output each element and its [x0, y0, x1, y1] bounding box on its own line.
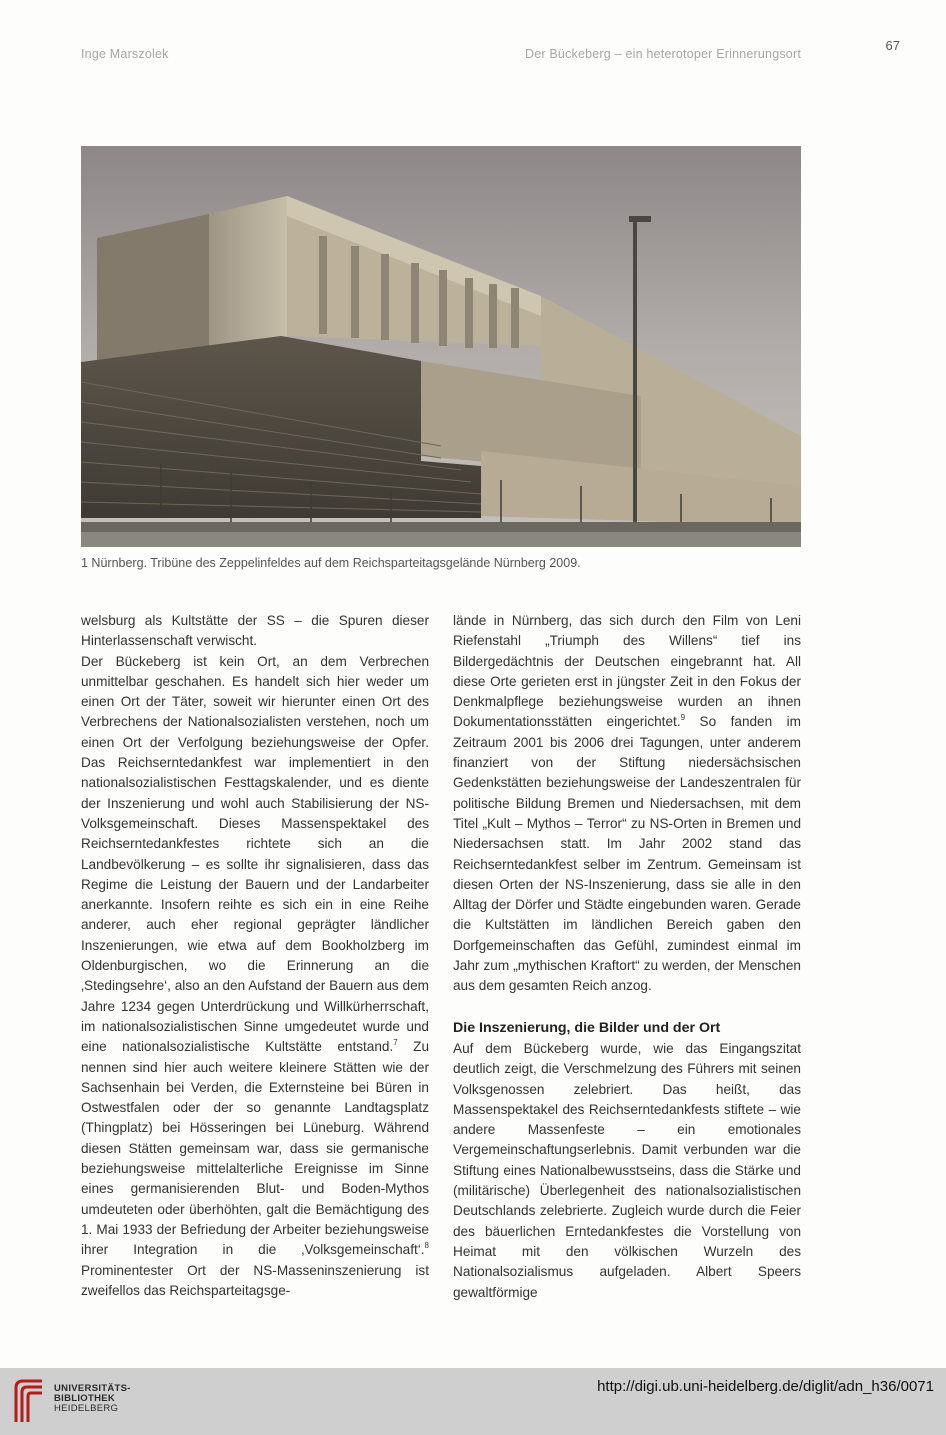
- footnote-ref[interactable]: 8: [424, 1241, 429, 1251]
- viewer-footer-bar: [0, 1368, 946, 1435]
- figure-caption: 1 Nürnberg. Tribüne des Zeppelinfeldes auf dem Reichsparteitagsgelände Nürnberg 2009.: [81, 556, 581, 570]
- paragraph: [453, 611, 801, 997]
- library-logo-icon[interactable]: [12, 1378, 46, 1424]
- page-number: 67: [885, 38, 900, 53]
- text-column-right: [453, 611, 801, 1303]
- library-logo-text[interactable]: [54, 1384, 131, 1414]
- paragraph: welsburg als Kultstätte der SS – die Spuren dieser Hinterlassenschaft verwischt.: [81, 613, 429, 649]
- paragraph-text: lände in Nürnberg, das sich durch den Film von Leni Riefenstahl „Triumph des Willens“ tief ins Bildergedächtnis der Deutschen eingebrannt hat. All diese Orte gerieten erst in jüngster Zeit in den Fokus der Denkmalpflege beziehungsweise wurden an ihnen Dokumentationsstätten eingerichtet.: [453, 613, 801, 730]
- figure-photo-zeppelinfeld-tribune: [81, 146, 801, 547]
- running-header-author: Inge Marszolek: [81, 47, 169, 61]
- paragraph: [81, 652, 429, 1302]
- text-column-left: [81, 611, 429, 1301]
- paragraph-text: Der Bückeberg ist kein Ort, an dem Verbrechen unmittelbar geschahen. Es handelt sich hier weder um einen Ort der Täter, soweit wir hierunter einen Ort des Verbrechens der Nationalsozialisten verstehen, noch um einen Ort der Verfolgung beziehungsweise der Opfer. Das Reichserntedankfest war implementiert in den nationalsozialistischen Festtagskalender, und es diente der Inszenierung und wohl auch Stabilisierung der NS-Volksgemeinschaft. Dieses Massenspektakel des Reichserntedankfestes richtete sich an die Landbevölkerung – es sollte ihr signalisieren, dass das Regime die Leistung der Bauern und der Landarbeiter anerkannte. Insofern reihte es sich ein in eine Reihe anderer, auch eher regional geprägter ländlicher Inszenierungen, wie etwa auf dem Bookholzberg im Oldenburgischen, wo die Erinnerung an die ‚Stedingsehre‘, also an den Aufstand der Bauern aus dem Jahre 1234 gegen Unterdrückung und Willkürherrschaft, im nationalsozialistischen Sinne umgedeutet wurde und eine nationalsozialistische Kultstätte entstand.: [81, 653, 429, 1055]
- footnote-ref[interactable]: 9: [680, 713, 686, 723]
- footnote-ref[interactable]: 7: [393, 1038, 398, 1048]
- logo-line: BIBLIOTHEK: [54, 1393, 116, 1404]
- paragraph: Auf dem Bückeberg wurde, wie das Eingangszitat deutlich zeigt, die Verschmelzung des Führers mit seinen Volksgenossen zelebriert. Das heißt, das Massenspektakel des Reichserntedankfests stiftete – wie andere Massenfeste – ein emotionales Vergemeinschaftungserlebnis. Damit verbunden war die Stiftung eines Nationalbewusstseins, dass die Stärke und (militärische) Überlegenheit des nationalsozialistischen Deutschlands zelebrierte. Zugleich wurde durch die Feier des bäuerlichen Erntedankfestes die Vorstellung von Heimat mit den völkischen Wurzeln des Nationalsozialismus aufgeladen. Albert Speers gewaltförmige: [453, 1040, 801, 1300]
- running-header-title: Der Bückeberg – ein heterotoper Erinnerungsort: [524, 47, 801, 61]
- paragraph-text: Zu nennen sind hier auch weitere kleinere Stätten wie der Sachsenhain bei Verden, die Externsteine bei Büren in Ostwestfalen oder der so genannte Landtagsplatz (Thingplatz) bei Hösseringen bei Lüneburg. Während diesen Stätten gemeinsam war, dass sie germanische beziehungsweise mittelalterliche Ereignisse im Sinne eines germanisierenden Blut- und Boden-Mythos umdeuteten oder überhöhten, galt die Bemächtigung des 1. Mai 1933 der Befriedung der Arbeiter beziehungsweise ihrer Integration in die ‚Volksgemeinschaft‘.: [81, 1039, 429, 1258]
- logo-line: UNIVERSITÄTS-: [54, 1383, 131, 1394]
- paragraph-text: Prominentester Ort der NS-Masseninszenierung ist zweifellos das Reichsparteitagsge-: [81, 1262, 429, 1298]
- section-heading: Die Inszenierung, die Bilder und der Ort: [453, 1019, 721, 1036]
- paragraph-text: So fanden im Zeitraum 2001 bis 2006 drei Tagungen, unter anderem finanziert von der Stiftung niedersächsischen Gedenkstätten beziehungsweise der Landeszentralen für politische Bildung Bremen und Niedersachsen, mit dem Titel „Kult – Mythos – Terror“ zu NS-Orten in Bremen und Niedersachsen statt. Im Jahr 2002 stand das Reichserntedankfest selber im Zentrum. Gemeinsam ist diesen Orten der NS-Inszenierung, dass sie alle in den Alltag der Dörfer und Städte eingebunden waren. Gerade die Kultstätten im ländlichen Bereich gaben den Dorfgemeinschaften das Gefühl, zumindest einmal im Jahr zum „mythischen Kraftort“ zu werden, der Menschen aus dem gesamten Reich anzog.: [453, 714, 801, 994]
- logo-line: HEIDELBERG: [54, 1403, 119, 1414]
- permalink-url[interactable]: http://digi.ub.uni-heidelberg.de/diglit/adn_h36/0071: [597, 1378, 934, 1395]
